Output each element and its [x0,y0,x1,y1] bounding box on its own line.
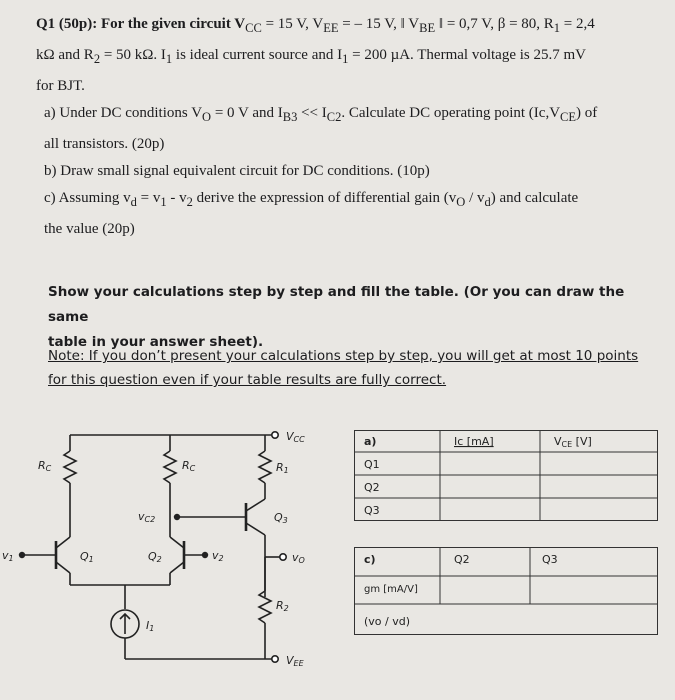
resistor-rc-mid [164,451,176,483]
resistor-rc-left [64,451,76,483]
label-vee: VEE [286,654,304,668]
question-line-2: kΩ and $R_2 = 50$ kΩ. $I_1$ is ideal current source and $I_1 = 200$ µA. Thermal voltage is 25.7 mV [36,47,586,66]
part-a-line-1: a) Under DC conditions $V_O = 0$ V and $I_{B3} << I_{C2}$. Calculate DC operating point $(Ic,V_{CE})$ of [44,105,598,124]
note [48,344,648,392]
question-block [36,11,656,243]
label-v2: v2 [212,549,224,563]
table-c-col-q3: Q3 [542,553,558,566]
table-c-label: c) [364,553,376,566]
table-col-vce: VCE [V] [554,435,592,449]
part-b-line: b) Draw small signal equivalent circuit for DC conditions. (10p) [44,163,430,179]
instructions-line-2: table in your answer sheet). [48,334,264,350]
label-v1: v1 [2,549,14,563]
instructions-line-1: Show your calculations step by step and fill the table. (Or you can draw the same [48,284,625,325]
label-vcc: VCC [286,430,305,444]
question-line-1: Q1 (50p): For the given circuit $V_{CC} = 15$ V, $V_{EE}$ = – 15 V, ‖ $V_{BE}$ ‖ = 0,7 V, β = 80, $R_1 = 2,4$ [36,16,595,35]
results-table [354,430,659,652]
label-q2: Q2 [148,550,162,564]
label-q1: Q1 [80,550,94,564]
label-i1: I1 [146,619,155,633]
label-vo: vO [292,551,305,565]
part-c-line-2: the value (20p) [44,221,135,237]
table-row-q2: Q2 [364,481,380,494]
table-row-q1: Q1 [364,458,380,471]
table-row-q3: Q3 [364,504,380,517]
question-line-3: for BJT. [36,78,85,94]
table-a-label: a) [364,435,377,448]
label-rc-mid: RC [182,459,196,473]
table-gain-label: (vo / vd) [364,615,411,628]
part-c-line-1: c) Assuming $v_d = v_1 - v_2$ derive the expression of differential gain $(v_O / v_d)$ and calculate [44,190,579,209]
note-line-1: Note: If you don’t present your calculations step by step, you will get at most 10 points [48,348,639,364]
table-c-col-q2: Q2 [454,553,470,566]
resistor-r1 [259,451,271,483]
part-a-line-2: all transistors. (20p) [44,136,165,152]
label-r1: R1 [276,461,289,475]
label-q3: Q3 [274,511,288,525]
label-r2: R2 [276,599,289,613]
circuit-diagram [0,405,350,695]
table-col-ic: Ic [mA] [454,435,494,448]
table-gm-label: gm [mA/V] [364,584,418,595]
label-rc-left: RC [38,459,52,473]
label-vc2: vC2 [138,510,156,524]
note-line-2: for this question even if your table results are fully correct. [48,372,447,388]
